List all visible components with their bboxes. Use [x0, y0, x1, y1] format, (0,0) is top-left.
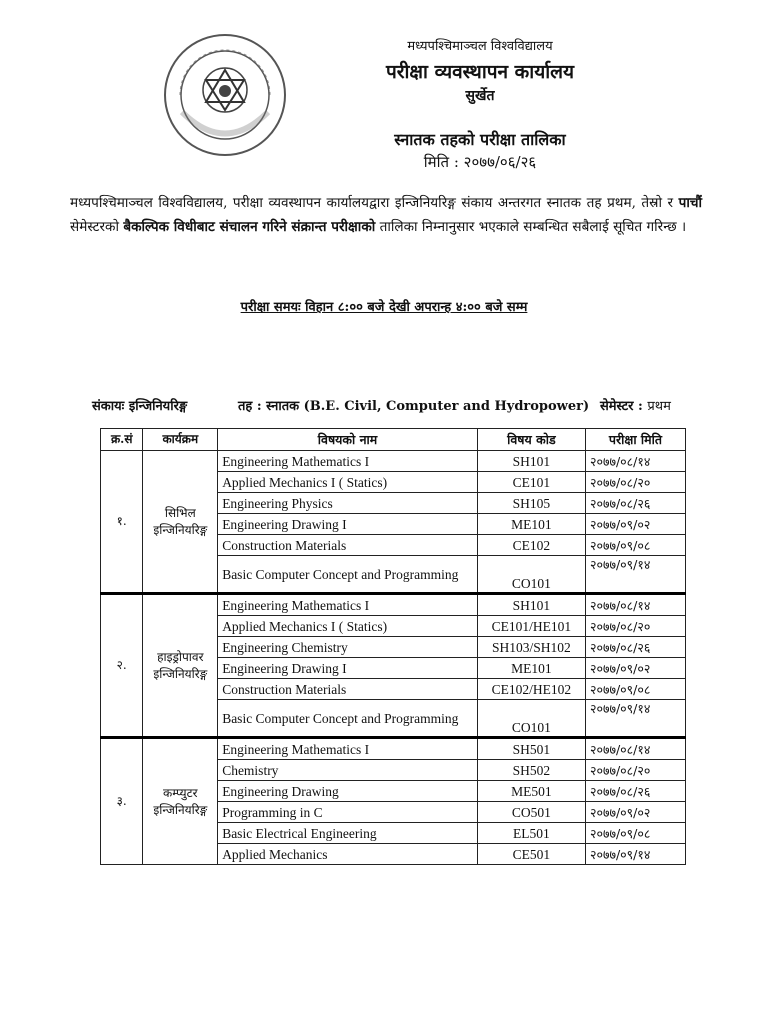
notice-part3: तालिका निम्नानुसार भएकाले सम्बन्धित सबैलाई सूचित गरिन्छ । — [375, 219, 687, 235]
code-cell: CO101 — [477, 700, 585, 738]
date-cell: २०७७/०९/१४ — [585, 844, 685, 865]
level-label: तह : स्नातक (B.E. Civil, Computer and Hydropower) — [238, 399, 590, 414]
group-sn: १. — [101, 451, 143, 594]
date-cell: २०७७/०८/१४ — [585, 594, 685, 616]
subject-cell: Chemistry — [218, 760, 478, 781]
table-row — [101, 451, 686, 472]
date-cell: २०७७/०८/२६ — [585, 781, 685, 802]
office-location: सुर्खेत — [465, 88, 495, 104]
subject-cell: Engineering Mathematics I — [218, 738, 478, 760]
date-cell: २०७७/०९/१४ — [585, 556, 685, 594]
date-cell: २०७७/०८/२६ — [585, 493, 685, 514]
subject-cell: Basic Computer Concept and Programming — [218, 700, 478, 738]
subject-cell: Engineering Mathematics I — [218, 451, 478, 472]
code-cell: SH501 — [477, 738, 585, 760]
code-cell: CE102/HE102 — [477, 679, 585, 700]
university-name: मध्यपश्चिमाञ्चल विश्वविद्यालय — [407, 39, 553, 54]
office-name: परीक्षा व्यवस्थापन कार्यालय — [385, 61, 575, 83]
date-cell: २०७७/०९/०२ — [585, 802, 685, 823]
subject-cell: Construction Materials — [218, 535, 478, 556]
date-cell: २०७७/०८/२६ — [585, 637, 685, 658]
notice-bold2: बैकल्पिक विधीबाट संचालन गरिने संक्रान्त परीक्षाको — [123, 219, 376, 235]
notice-part1: मध्यपश्चिमाञ्चल विश्वविद्यालय, परीक्षा व्यवस्थापन कार्यालयद्वारा इन्जिनियरिङ्ग संकाय अन्तरगत स्नातक तह प्रथम, तेस्रो र — [70, 195, 674, 211]
exam-time-text: परीक्षा समयः विहान ८:०० बजे देखी अपरान्ह ४:०० बजे सम्म — [240, 300, 528, 315]
group-sn: ३. — [101, 738, 143, 865]
col-header-subject: विषयको नाम — [218, 429, 478, 451]
document-title: स्नातक तहको परीक्षा तालिका — [394, 130, 566, 149]
code-cell: SH103/SH102 — [477, 637, 585, 658]
subject-cell: Construction Materials — [218, 679, 478, 700]
semester-label-text: सेमेस्टर : — [600, 399, 643, 414]
code-cell: CE102 — [477, 535, 585, 556]
date-cell: २०७७/०९/०२ — [585, 514, 685, 535]
col-header-program: कार्यक्रम — [143, 429, 218, 451]
document-date: मिति : २०७७/०६/२६ — [423, 153, 537, 171]
group-program: हाइड्रोपावर इन्जिनियरिङ्ग — [143, 594, 218, 738]
code-cell: ME101 — [477, 658, 585, 679]
col-header-date: परीक्षा मिति — [585, 429, 685, 451]
subject-cell: Basic Computer Concept and Programming — [218, 556, 478, 594]
faculty-label: संकायः इन्जिनियरिङ्ग — [92, 399, 188, 414]
date-cell: २०७७/०८/२० — [585, 760, 685, 781]
code-cell: ME101 — [477, 514, 585, 535]
code-cell: CO101 — [477, 556, 585, 594]
semester-value: प्रथम — [647, 399, 671, 414]
notice-bold1: पाचौं — [678, 195, 702, 211]
date-cell: २०७७/०८/२० — [585, 472, 685, 493]
code-cell: ME501 — [477, 781, 585, 802]
date-cell: २०७७/०९/०२ — [585, 658, 685, 679]
subject-cell: Engineering Drawing I — [218, 658, 478, 679]
col-header-sn: क्र.सं — [101, 429, 143, 451]
col-header-code: विषय कोड — [477, 429, 585, 451]
code-cell: SH101 — [477, 451, 585, 472]
group-sn: २. — [101, 594, 143, 738]
date-cell: २०७७/०९/०८ — [585, 823, 685, 844]
code-cell: SH502 — [477, 760, 585, 781]
group-program: कम्प्युटर इन्जिनियरिङ्ग — [143, 738, 218, 865]
date-cell: २०७७/०८/२० — [585, 616, 685, 637]
subject-cell: Programming in C — [218, 802, 478, 823]
subject-cell: Engineering Drawing — [218, 781, 478, 802]
exam-time — [0, 297, 768, 315]
table-row — [101, 738, 686, 760]
table-header-row — [101, 429, 686, 451]
date-cell: २०७७/०८/१४ — [585, 738, 685, 760]
subject-cell: Engineering Chemistry — [218, 637, 478, 658]
code-cell: SH101 — [477, 594, 585, 616]
subject-cell: Applied Mechanics I ( Statics) — [218, 616, 478, 637]
code-cell: CE101/HE101 — [477, 616, 585, 637]
subject-cell: Applied Mechanics — [218, 844, 478, 865]
notice-paragraph — [70, 191, 702, 239]
date-cell: २०७७/०८/१४ — [585, 451, 685, 472]
code-cell: EL501 — [477, 823, 585, 844]
table-row — [101, 594, 686, 616]
code-cell: SH105 — [477, 493, 585, 514]
notice-part2: सेमेस्टरको — [70, 219, 124, 235]
subject-cell: Engineering Drawing I — [218, 514, 478, 535]
code-cell: CO501 — [477, 802, 585, 823]
code-cell: CE501 — [477, 844, 585, 865]
date-cell: २०७७/०९/१४ — [585, 700, 685, 738]
subject-cell: Engineering Mathematics I — [218, 594, 478, 616]
date-cell: २०७७/०९/०८ — [585, 679, 685, 700]
subject-cell: Engineering Physics — [218, 493, 478, 514]
date-cell: २०७७/०९/०८ — [585, 535, 685, 556]
semester-label — [600, 396, 671, 414]
code-cell: CE101 — [477, 472, 585, 493]
exam-schedule-table — [100, 428, 686, 865]
subject-cell: Applied Mechanics I ( Statics) — [218, 472, 478, 493]
group-program: सिभिल इन्जिनियरिङ्ग — [143, 451, 218, 594]
subject-cell: Basic Electrical Engineering — [218, 823, 478, 844]
